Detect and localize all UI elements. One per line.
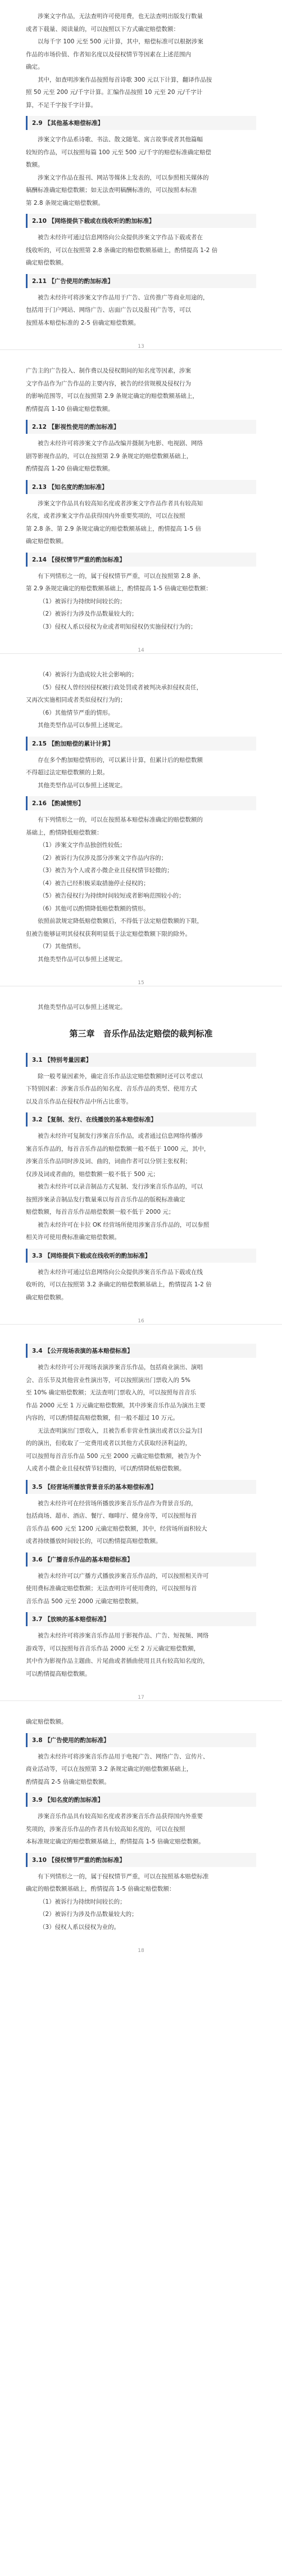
paragraph-line: 第 2.9 条规定确定的赔偿数额基础上，酌情提高 1-5 倍确定赔偿数额： [26, 585, 212, 592]
paragraph-line: 名度，或者涉案文字作品获得国内外重要奖项的，可以在按照 [26, 513, 185, 519]
list-item: （4）被诉行为造成较大社会影响的； [39, 671, 138, 678]
section-heading: 3.10 【侵权情节严重的酌加标准】 [26, 1853, 256, 1867]
spacer [26, 1304, 256, 1318]
spacer [26, 1933, 256, 1948]
paragraph-line: 可以酌情提高赔偿数额。 [26, 1670, 91, 1677]
paragraph-line: 被告未经许可将涉案音乐作品用于影视作品、广告、短视频、网络 [38, 1632, 209, 1639]
paragraph-line: 或者持续播放时间较长的，可以酌情提高赔偿数额。 [26, 1538, 162, 1545]
paragraph-line: 至 10% 确定赔偿数额；无法查明门票收入的，可以按照每首音乐 [26, 1389, 197, 1396]
paragraph-line: 第 2.8 条、第 2.9 条规定确定的赔偿数额基础上，酌情提高 1-5 倍 [26, 525, 202, 532]
section-heading: 3.1 【特别考量因素】 [26, 1053, 256, 1067]
section-heading: 2.10 【网络提供下载或在线收听的酌加标准】 [26, 214, 256, 228]
section-heading: 2.14 【侵权情节严重的酌加标准】 [26, 553, 256, 567]
paragraph-line: 确定赔偿数额。 [26, 538, 67, 545]
spacer [26, 329, 256, 344]
paragraph-line: 音乐作品 600 元至 1200 元确定赔偿数额，其中，经营场所面积较大 [26, 1525, 207, 1532]
paragraph-line: 包括商场、超市、酒店、餐厅、咖啡厅、健身房等，可以按照每首 [26, 1513, 197, 1519]
paragraph-line: 有下列情形之一的，属于侵权情节严重，可以在按照基本赔偿标准 [38, 1873, 209, 1880]
paragraph-line: 按照基本赔偿标准的 2-5 倍确定赔偿数额。 [26, 319, 140, 326]
paragraph-line: 被告未经许可将涉案文字作品改编并摄制为电影、电视剧、网络 [38, 440, 203, 447]
paragraph-line: 涉案音乐作品同时涉及词、曲的，词曲作者可以分别主张权利； [26, 1158, 191, 1165]
paragraph-line: 其他类型作品可以参照上述规定。 [38, 955, 126, 963]
paragraph-line: 下特别因素：涉案音乐作品的知名度、音乐作品的类型、使用方式 [26, 1085, 197, 1092]
paragraph-line: 线收听的，可以在按照第 2.8 条确定的赔偿数额基础上，酌情提高 1-2 倍 [26, 246, 218, 254]
section-heading: 2.15 【酌加赔偿的累计计算】 [26, 737, 256, 751]
paragraph-line: 收听的，可以在按照第 3.2 条确定的赔偿数额基础上，酌情提高 1-2 倍 [26, 1281, 212, 1288]
page-number: 15 [138, 980, 144, 986]
paragraph-line: 游戏等，可以按照每首音乐作品 2000 元至 2 万元确定赔偿数额， [26, 1645, 200, 1652]
paragraph-line: 其中作为影视作品主题曲、片尾曲或者插曲使用且具有较高知名度的， [26, 1658, 209, 1664]
page-number: 17 [138, 1695, 144, 1700]
spacer [26, 966, 256, 980]
paragraph-line: 广告主的广告投入、制作费以及侵权期间的知名度等因素，涉案 [26, 367, 191, 374]
chapter-title: 第三章 音乐作品法定赔偿的裁判标准 [69, 1028, 213, 1039]
list-item: （1）被诉行为持续时间较长的； [39, 598, 126, 605]
paragraph-line: 剧等影视作品的，可以在按照第 2.9 条规定的赔偿数额基础上， [26, 452, 193, 460]
spacer [26, 654, 256, 668]
paragraph-line: 人或者小微企业且侵权情节轻微的，可以酌情降低赔偿数额。 [26, 1465, 185, 1472]
section-heading: 3.9 【知名度的酌加标准】 [26, 1793, 256, 1807]
paragraph-line: 被告未经许可将涉案文字作品用于广告、宣传推广等商业用途的， [38, 294, 209, 301]
paragraph-line: 有下列情形之一的，可以在按照基本赔偿标准确定的赔偿数额的 [38, 816, 203, 823]
paragraph-line: 除一般考量因素外，确定音乐作品法定赔偿数额时还可以考虑以 [38, 1072, 203, 1080]
paragraph-line: 其他类型作品可以参照上述规定。 [38, 722, 126, 729]
section-heading: 2.12 【影视性使用的酌加标准】 [26, 420, 256, 434]
paragraph-line: 涉案文字作品在报刊、网站等媒体上发表的，可以参照相关媒体的 [38, 174, 209, 181]
paragraph-line: 的影响范围等，可以在按照第 2.9 条规定确定的赔偿数额基础上， [26, 393, 198, 400]
paragraph-line: 被告未经许可以广播方式播放涉案音乐作品的，可以按照相关许可 [38, 1572, 209, 1579]
list-item: （6）其他可以酌情降低赔偿数额的情形。 [39, 905, 149, 912]
spacer [26, 1701, 256, 1716]
spacer [26, 350, 256, 365]
section-heading: 2.13 【知名度的酌加标准】 [26, 480, 256, 494]
page-number: 14 [138, 648, 144, 653]
paragraph-line: 作品 2000 元至 1 万元确定赔偿数额，其中涉案音乐作品为演出主要 [26, 1402, 206, 1409]
paragraph-line: 相关许可使用费标准确定赔偿数额。 [26, 1234, 120, 1241]
paragraph-line: 数额。 [26, 161, 44, 168]
section-heading: 2.9 【其他基本赔偿标准】 [26, 116, 256, 130]
paragraph-line: 确定。 [26, 64, 44, 70]
paragraph-line: 案音乐作品的，每首音乐作品的赔偿数额一般不低于 1000 元，其中， [26, 1145, 210, 1152]
paragraph-line: 被告未经许可公开现场表演涉案音乐作品，包括商业演出、演唱 [38, 1364, 203, 1371]
list-item: （6）其他情节严重的情形。 [39, 709, 114, 716]
section-heading: 3.5 【经营场所播放背景音乐的基本赔偿标准】 [26, 1480, 256, 1494]
paragraph-line: 被告未经许可通过信息网络向公众提供涉案文字作品下载或者在 [38, 234, 203, 241]
list-item: （3）被告为个人或者小微企业且侵权情节轻微的； [39, 867, 173, 874]
section-heading: 2.11 【广告使用的酌加标准】 [26, 274, 256, 288]
spacer [26, 1680, 256, 1695]
paragraph-line: 会、音乐节及其他营业性演出等，可以按照演出门票收入的 5% [26, 1376, 190, 1384]
paragraph-line: 其他类型作品可以参照上述规定。 [38, 1004, 126, 1011]
paragraph-line: 酌情提高 2-5 倍确定赔偿数额。 [26, 1778, 110, 1785]
page-number: 13 [138, 344, 144, 349]
paragraph-line: 被告未经许可将涉案音乐作品用于电视广告、网络广告、宣传片、 [38, 1753, 209, 1760]
spacer [26, 633, 256, 648]
section-heading: 3.2 【复制、发行、在线播放的基本赔偿标准】 [26, 1112, 256, 1127]
paragraph-line: 算，不足千字按千字计算。 [26, 101, 97, 109]
paragraph-line: 其中，如查明涉案作品按照每首诗歌 300 元以下计算，翻译作品按 [38, 76, 212, 83]
section-heading: 2.16 【酌减情形】 [26, 796, 256, 810]
section-heading: 3.4 【公开现场表演的基本赔偿标准】 [26, 1344, 256, 1358]
list-item: （1）涉案文字作品独创性较低； [39, 842, 126, 849]
paragraph-line: 确定赔偿数额。 [26, 1718, 67, 1725]
paragraph-line: 内容的，可以酌情提高赔偿数额，但一般不超过 10 万元。 [26, 1415, 179, 1421]
paragraph-line: 有下列情形之一的，属于侵权情节严重，可以在按照第 2.8 条、 [38, 572, 204, 580]
paragraph-line: 依照前款规定降低赔偿数额后，不得低于法定赔偿数额的下限， [38, 918, 203, 925]
paragraph-line: 赔偿数额，每首音乐作品赔偿数额一般不低于 2000 元； [26, 1209, 175, 1215]
paragraph-line: 照 50 元至 200 元/千字计算。汇编作品按照 10 元至 20 元/千字计 [26, 89, 203, 96]
paragraph-line: 确定的赔偿数额基础上，酌情提高 1-5 倍确定赔偿数额： [26, 1886, 175, 1892]
paragraph-line: 确定赔偿数额。 [26, 1294, 67, 1301]
section-heading: 3.7 【放映的基本赔偿标准】 [26, 1612, 256, 1626]
paragraph-line: 酌情提高 1-10 倍确定赔偿数额。 [26, 405, 114, 412]
paragraph-line: 确定赔偿数额。 [26, 259, 67, 266]
list-item: （3）侵权人系以侵权为业或者明知侵权仍实施侵权行为的； [39, 623, 197, 630]
paragraph-line: 商业活动等，可以在按照第 3.2 条规定确定的赔偿数额基础上， [26, 1766, 193, 1772]
spacer [26, 986, 256, 1001]
paragraph-line: 又再次实施相同或者类似侵权行为的； [26, 697, 126, 703]
list-item: （7）其他情形。 [39, 943, 85, 950]
paragraph-line: 的的演出，但收取了一定费用或者以其他方式获取经济利益的， [26, 1440, 191, 1447]
paragraph-line: 以及音乐作品在侵权作品中所占比重等。 [26, 1098, 132, 1105]
paragraph-line: 被告未经许可复制发行涉案音乐作品，或者通过信息网络传播涉 [38, 1133, 203, 1139]
paragraph-line: 涉案音乐作品具有较高知名度或者涉案音乐作品获得国内外重要 [38, 1813, 203, 1820]
page-number: 16 [138, 1318, 144, 1324]
list-item: （3）侵权人系以侵权为业的。 [39, 1923, 120, 1931]
list-item: （2）被诉行为涉及作品数量较大的； [39, 611, 138, 617]
paragraph-line: 其他类型作品可以参照上述规定。 [38, 782, 126, 789]
paragraph-line: 文字作品作为广告作品的主要内容，被告的经营规模及侵权行为 [26, 380, 191, 387]
paragraph-line: 无法查明演出门票收入，且被告系非营业性演出或者以公益为目 [38, 1427, 203, 1434]
section-heading: 3.3 【网络提供下载或在线收听的酌加标准】 [26, 1249, 256, 1263]
list-item: （2）被诉行为仅涉及部分涉案文字作品内容的； [39, 854, 167, 861]
list-item: （5）侵权人曾经因侵权被行政处罚或者被判决承担侵权责任， [39, 684, 203, 691]
paragraph-line: 可以按照每首音乐作品 500 元至 2000 元确定赔偿数额，被告为个 [26, 1452, 202, 1460]
paragraph-line: 不得超过法定赔偿数额的上限。 [26, 769, 108, 776]
paragraph-line: 较短的作品，可以按照每篇 100 元至 500 元/千字的赔偿标准确定赔偿 [26, 149, 211, 156]
list-item: （4）被告已经积极采取措施停止侵权的； [39, 879, 149, 887]
paragraph-line: 酌情提高 1-20 倍确定赔偿数额。 [26, 465, 114, 472]
paragraph-line: 按照涉案录音制品发行数量乘以每首音乐作品的版税标准确定 [26, 1196, 185, 1203]
paragraph-line: 仅涉及词或者曲的，赔偿数额一般不低于 500 元； [26, 1170, 159, 1178]
list-item: （5）被告侵权行为持续时间较短或者影响范围较小的； [39, 892, 185, 899]
page-number: 18 [138, 1948, 144, 1954]
paragraph-line: 涉案文字作品系诗歌、书法、散文随笔、寓言故事或者其他篇幅 [38, 136, 203, 143]
spacer [26, 1325, 256, 1339]
list-item: （2）被诉行为涉及作品数量较大的； [39, 1911, 138, 1918]
paragraph-line: 但被告能够证明其侵权获利明显低于法定赔偿数额下限的除外。 [26, 930, 191, 937]
section-heading: 3.6 【广播音乐作品的基本赔偿标准】 [26, 1552, 256, 1567]
paragraph-line: 以每千字 100 元至 500 元计算，其中，赔偿标准可以根据涉案 [38, 38, 203, 45]
list-item: （1）被诉行为持续时间较长的； [39, 1898, 126, 1905]
paragraph-line: 存在多个酌加赔偿情形的，可以累计计算，但累计后的赔偿数额 [38, 756, 203, 764]
paragraph-line: 包括用于门户网站、网络广告、店面广告以及报刊广告等，可以 [26, 307, 191, 313]
paragraph-line: 被告未经许可通过信息网络向公众提供涉案音乐作品下载或在线 [38, 1268, 203, 1276]
paragraph-line: 稿酬标准确定赔偿数额；如无法查明稿酬标准的，可以按照本标准 [26, 187, 197, 194]
paragraph-line: 涉案文字作品，无法查明许可使用费，也无法查明出版发行数量 [38, 13, 203, 20]
section-heading: 3.8 【广告使用的酌加标准】 [26, 1733, 256, 1747]
paragraph-line: 被告未经许可以录音制品方式复制、发行涉案音乐作品的，可以 [38, 1183, 203, 1190]
paragraph-line: 被告未经许可在经营场所播放涉案音乐作品作为背景音乐的， [38, 1500, 197, 1507]
paragraph-line: 基础上，酌情降低赔偿数额： [26, 829, 103, 836]
paragraph-line: 作品的市场价值、作者知名度以及侵权情节等因素在上述范围内 [26, 51, 191, 58]
paragraph-line: 使用费标准确定赔偿数额；无法查明许可使用费的，可以按照每首 [26, 1585, 197, 1592]
paragraph-line: 被告未经许可在卡拉 OK 经营场所使用涉案音乐作品的，可以参照 [38, 1221, 210, 1228]
paragraph-line: 或者下载量、阅读量的，可以按照以下方式确定赔偿数额： [26, 25, 179, 33]
paragraph-line: 第 2.8 条规定确定赔偿数额。 [26, 199, 104, 207]
paragraph-line: 音乐作品 500 元至 2000 元确定赔偿数额。 [26, 1597, 143, 1605]
paragraph-line: 奖项的，涉案音乐作品的作者具有较高知名度的，可以在按照 [26, 1825, 185, 1833]
paragraph-line: 涉案文字作品具有较高知名度或者涉案文字作品作者具有较高知 [38, 500, 203, 507]
paragraph-line: 本标准规定确定的赔偿数额基础上，酌情提高 1-5 倍确定赔偿数额。 [26, 1838, 204, 1845]
